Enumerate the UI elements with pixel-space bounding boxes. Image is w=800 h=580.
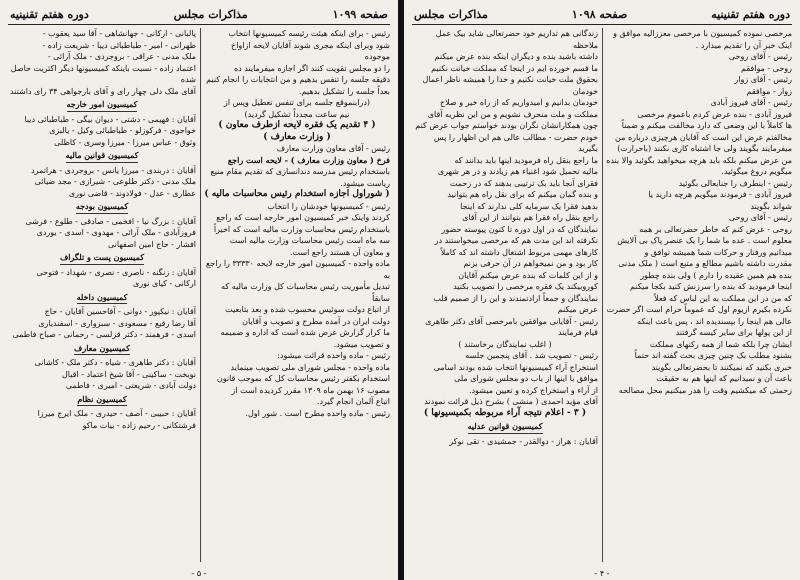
text-line: عرض میکنم xyxy=(557,305,598,314)
text-line: پالبانی - ارکانی - جهانشاهی - آقا سید یعقوب - xyxy=(42,29,196,38)
text-line: اعتماد زاده - نسبت باینکه کمیسیونها دیگر اکثریت حاصل شده xyxy=(10,63,196,84)
text-line: رئیس - ماده واحده مطرح است . شور اول. xyxy=(245,408,390,418)
text-line: از آراء و استخراج کرده و تعیین میشود. xyxy=(468,385,598,395)
section-heading: کمیسیون پست و تلگراف xyxy=(60,252,144,265)
text-line: میدانیم ورفتار و حرکات شما همیشه توافق و xyxy=(644,247,792,257)
text-line: نمایندگان که در اول دوره تا کنون پیوسته حضور xyxy=(441,224,598,234)
header-rule xyxy=(8,24,390,25)
text-line: فیروز آبادی - بنده عرض کردم باعموم مرخصی xyxy=(637,109,792,119)
session-label: دوره هفتم تقنینیه xyxy=(711,7,790,21)
text-line: مرخصی نموده کمیسیون با مرخصی معززالیه موافق و xyxy=(613,29,792,38)
text-line: عطاری - عدل - فولادوند - قاضی نوری xyxy=(68,188,196,198)
text-line: فقرای آنجا باید بک ترتیبی بدهند که در زحمت xyxy=(449,178,598,188)
text-line: طهرانی - امیر - طباطبائی دیبا - شریعت زاده - xyxy=(42,40,196,50)
text-line: من عرض میکنم بلکه باید هرچه میخواهید بگوئید والا بنده xyxy=(606,155,792,165)
text-line: نوبخت - ساکینی - آقا شیخ اعتماد - اقبال xyxy=(61,369,196,379)
text-line: استخدام بکفتر رئیس محاسبات کل که بموجب قانون xyxy=(216,374,390,383)
text-line: میفرمایند بگویند ولی جا اشتباه کاری نکنند (باحرارت) xyxy=(617,144,792,153)
text-line: و تصویب میشود. xyxy=(333,339,390,349)
text-line: فرشتکانی - رحیم زاده - بیات ماکو xyxy=(82,420,196,430)
text-line: روحی - موافقم xyxy=(741,63,792,73)
text-line: نکرده بکیرم ازیوم اول که عموماً حرام است اگر حضرت xyxy=(606,305,792,314)
text-line: موافق با اینها از باب دو مجلس شورای ملی xyxy=(454,374,598,383)
text-line: باستخدام رئیس محاسبات وزارت مالیه است که اخیراً xyxy=(213,224,390,234)
text-line: مقدرت داشته باشیم مطالع و متبع است ( ملک مدنی xyxy=(618,259,792,268)
text-line: کار بود و من نمیخواهم در آن حرفی بزنم xyxy=(463,259,598,268)
right-page-header xyxy=(414,6,790,22)
text-line: معلوم است . عده ما شما را یک عنصر پاک بی آلایش xyxy=(617,236,792,245)
text-line: دقیقه جلسه را تنفس بدهیم و من انتخابات را انجام کنیم xyxy=(206,75,390,84)
text-line: و بنده گمان میکنم که برای نقل راه هم بتوانید xyxy=(447,190,598,199)
page-footer-number: - ۴ - xyxy=(594,569,610,578)
text-line: رئیس - آقای زوار xyxy=(734,75,792,84)
text-line: مصوب ۱۶ بهمن ماه ۱۳۰۹ مقرر کردیده است از xyxy=(231,385,390,395)
text-line: راجع بنقل راه فقرا هم بتوانند از این آقای xyxy=(462,213,598,222)
text-line: فروزآبادی - ملک آرائی - مهدوی - اسدی - یوردی xyxy=(36,228,196,237)
text-line: دولت ایران در آمده مطرح و تصویب و آقایان xyxy=(242,316,390,326)
text-line: باعث آن و نمیدانیم که اینها هم به حقیقت xyxy=(656,374,792,383)
text-line: کردند واینک خبر کمیسیون امور خارجه است که راجع xyxy=(216,213,390,222)
text-line: نکرفته اند این مدت هم که مرخصی میخواستند در xyxy=(434,236,598,245)
text-line: آقای مؤید احمدی ( منشی ) بشرح ذیل قرائت نمودند xyxy=(424,397,598,406)
text-line: و معاون آن هستند راجع است. xyxy=(290,247,390,257)
text-line: اسدی - فرهمند - دکتر قزلسی - رحمانی - صباح فاطمی xyxy=(12,330,196,339)
session-label: دوره هفتم تقنینیه xyxy=(10,7,89,21)
text-line: مالیه تحمیل شود اغنیاء هم زیادند و در هر شهری xyxy=(437,167,598,176)
text-line: ارکانی - کیای نوری xyxy=(133,279,196,288)
text-line: رئیس - تصویب شد . آقای پنجمین جلسه xyxy=(465,351,598,360)
right-page-column-2 xyxy=(606,28,792,564)
text-line: رئیس - آقای روحی xyxy=(728,52,792,61)
text-line: را دو مجلس تقویت کنند اگر اجازه میفرمایند ده xyxy=(233,63,390,73)
text-line: روحی - عرض کنم که خاطر حضرتعالی بر همه xyxy=(639,224,792,234)
text-line: رئیس - آقای معاون وزارت معارف xyxy=(276,144,390,153)
column-divider xyxy=(602,28,603,562)
text-line: قیام فرمایند xyxy=(558,328,598,337)
text-line: اینجا فرمودید که بنده را سرزنش کنید بکجا میکنم xyxy=(629,282,792,291)
text-line: (درابنموقع جلسه برای تنفس تعطیل وپس از xyxy=(223,98,371,107)
column-divider xyxy=(200,28,201,562)
text-line: بنده هم همین عقیده را دارم ) ولی بنده چطور xyxy=(640,270,792,280)
left-page-header xyxy=(10,6,388,22)
text-line: زحمتی که میکشیم وقت را هدر میکنیم محل مصالحه xyxy=(618,385,792,395)
header-rule xyxy=(412,24,792,25)
text-line: خودم حضرت - مطالب عالی هم این اظهار را پس بگیرید xyxy=(433,132,598,153)
text-line: آقایان : نیکپور - دوانی - آقاحسین آقایان - حاج xyxy=(44,307,196,316)
left-page xyxy=(0,0,398,580)
section-heading: کمیسیون قوانین مالیه xyxy=(66,150,139,163)
right-page xyxy=(404,0,800,580)
section-heading: کمیسیون داخله xyxy=(77,292,128,305)
text-line: آقایان : هراز - دوالقدر - جمشیدی - تقی نوکر xyxy=(449,436,598,446)
section-heading: کمیسیون نظام xyxy=(77,394,126,407)
text-line: رئیس - آقای روحی xyxy=(728,213,792,222)
text-line: رئیس - ماده واحده قرائت میشود: xyxy=(277,351,390,360)
text-line: بشنود مطلب بک چنین چیزی بحث گفته اند حتماً xyxy=(634,351,792,360)
text-line: نیم ساعت مجدداً تشکیل گردید) xyxy=(244,109,350,119)
text-line: ماده واحده - مجلس شورای ملی تصویب مینماید xyxy=(230,362,390,372)
text-line: آقایان : بزرگ نیا - افخمی - صادقی - طلوع - فرشی xyxy=(25,216,196,226)
text-line: آقایان : حبیبی - آصف - حیدری - ملک ایرج میرزا xyxy=(37,409,196,418)
text-line: ملک مدنی - دکتر طلوعی - شیرازی - مجد ضیائی xyxy=(34,177,196,186)
text-line: تبدیل مأموریت رئیس محاسبات کل وزارت مالیه که سابقاً xyxy=(221,282,390,303)
text-line: آقایان : فهیمی - دشتی - دیوان بیگی - طباطبائی دیبا xyxy=(24,114,196,124)
text-line: ما کرار گزارش عرض شده است که اداره و ضمیمه xyxy=(220,328,390,337)
text-line: فرخ ( معاون وزارت معارف ) - لایحه است راجع xyxy=(227,154,390,165)
text-line: وثوق - عباس میرزا - میرزا وسری - کاظلی xyxy=(54,137,196,147)
text-line: ماده واحده - کمیسیون امور خارجه لایحه ۳۳۳۳۰ را راجع به xyxy=(206,259,390,280)
publication-title: مذاکرات مجلس xyxy=(173,7,248,21)
section-heading: کمیسیون قوانین عدلیه xyxy=(468,421,543,434)
text-line: ما راجع بنقل راه فرمودید اینها باید بدانند که xyxy=(454,155,598,165)
text-line: ها کاملاً با این وضعی که دارد مخالفت میکنم و ضمناً xyxy=(621,121,792,130)
text-line: اینک خبر آن را تقدیم میدارد . xyxy=(695,40,792,50)
right-page-column-1 xyxy=(412,28,598,564)
section-heading: کمیسیون امور خارجه xyxy=(67,99,138,112)
publication-title: مذاکرات مجلس xyxy=(414,7,488,21)
text-line: ملک مدنی - عراقی - بروجردی - ملک آرائی - xyxy=(47,52,196,61)
text-line: مخالفتم عرض این است که آقایان هرچیزی درباره من xyxy=(615,132,792,142)
text-line: آقایان : دکتر طاهری - شیاه - دکتر ملک - کاشانی xyxy=(34,358,196,367)
text-line: رئیس - آقای فیروز آبادی xyxy=(710,98,792,107)
page-number: صفحه ۱۰۹۹ xyxy=(332,7,388,21)
text-line: مملکت و ملت منحرف نشویم و من این نظریه آقای xyxy=(427,109,598,119)
text-line: از اتباع دولت سوئیس محسوب شده و بعد بتابعیت xyxy=(225,305,390,314)
text-line: باستخدام رئیس مدرسه دندانسازی که تقدیم مقام منیع xyxy=(210,167,390,176)
text-line: خواجوی - فرکوزلو - طباطبائی وکیل - یالبزی xyxy=(49,126,196,135)
text-line: ایشان چرا بلکه شما از همه رکنهای مملکت xyxy=(649,339,792,349)
text-line: میگویم دروغ میگوئید. xyxy=(721,167,792,176)
text-line: بدهید فقرا یک سرمایه کلی ندارند که اینجا xyxy=(460,201,598,211)
text-line: ما قسم خورده ایم در اینجا که مملکت خیانت نکنیم xyxy=(431,63,598,73)
section-heading: ( ۳ - اعلام نتیجه آراء مربوطه بکمیسیونها ) xyxy=(423,407,587,418)
text-line: رئیس - کمیسیونها خودشان را انتخاب xyxy=(267,201,390,211)
section-heading: ( ۴ تقدیم یک فقره لایحه ازطرف معاون ) xyxy=(218,120,376,130)
text-line: که من در این مملکت به این لباس که فعلاً xyxy=(654,293,792,303)
section-heading: ( شوراول اجازه استخدام رئیس محاسبات مالیه ) xyxy=(204,189,390,199)
text-line: فیروز آبادی - فرمودند میگویم هرچه دارید یا xyxy=(648,190,792,199)
text-line: آقایان : زنگنه - ناصری - نصری - شهداد - فتوحی xyxy=(36,267,196,277)
text-line: آقا رضا رفیع - مسعودی - سبزواری - اسفندیاری xyxy=(38,318,196,328)
text-line: عالی هم اینجا را بپسندیده اند ، پس باعث اینکه xyxy=(637,316,792,326)
text-line: بحقوق ملت خیانت نکنیم و خدا را همیشه ناظر اعمال خودمان xyxy=(422,75,598,96)
left-page-column-2 xyxy=(8,28,196,564)
section-heading: ( وزارت معارف ) xyxy=(263,131,331,142)
text-line: خودمان بدانیم و امیدواریم که از راه خیر و صلاح xyxy=(439,98,598,107)
text-line: بعداً جلسه را تشکیل بدهیم. xyxy=(299,86,390,96)
text-line: آقایان : دربندی - میرزا یانس - بروجردی - هراتمرد xyxy=(31,165,196,175)
text-line: سه ماه است رئیس محاسبات وزارت مالیه است xyxy=(229,236,390,245)
text-line: از این پولها برای سایر کیسه گرفتند xyxy=(675,328,792,337)
text-line: رئیس - برای اینکه هیئت رئیسه کمیسیونها انتخاب xyxy=(228,29,390,38)
text-line: زوار - موافقم xyxy=(746,86,792,96)
text-line: دولت آبادی - شریعتی - امیری - فاطمی xyxy=(65,381,196,390)
text-line: و از این کلمات که بنده عرض میکنم آقایان xyxy=(458,270,598,280)
text-line: اتباع آلمان انجام گیرد. xyxy=(316,397,390,406)
text-line: استخراج آراء کمیسیونها انتخاب شده بودند اسامی xyxy=(433,362,598,372)
text-line: افشار - حاج امین اصفهانی xyxy=(108,239,196,249)
text-line: زندگانی هم تداریم خود حضرتعالی شاید بیک عمل ملاحظه xyxy=(435,29,598,50)
text-line: رئیس - اینطرف را جنابعالی بگوئید xyxy=(678,178,792,188)
section-heading: کمیسیون بودجه xyxy=(76,201,128,214)
text-line: ( اغلب نمایندگان برخاستند ) xyxy=(458,339,552,349)
page-number: صفحه ۱۰۹۸ xyxy=(571,7,628,21)
text-line: کارهای مهمی مربوط اشتغال داشته اند که کاملاً xyxy=(440,247,598,257)
text-line: چون همکارانشان نگران بودند خواستم جواب عرض کنم xyxy=(415,121,598,130)
text-line: کوروبیکند یک فقره مرخصی را تصویب بکنید xyxy=(453,282,598,291)
text-line: آقای ملک دلی چهار رای و آقای بارجواهی ۳۴ رای داشتند xyxy=(9,86,196,96)
page-footer-number: - ۵ - xyxy=(191,569,207,578)
text-line: ریاست میشود. xyxy=(340,178,390,188)
text-line: داشته باشید بنده و دیگران اینکه بنده عرض میکنم xyxy=(434,52,598,61)
left-page-column-1 xyxy=(204,28,390,564)
text-line: رئیس - آقایانی موافقین بامرخصی آقای دکتر طاهری xyxy=(425,316,598,326)
text-line: خبری بکنید که نمیکنند تا بحضرتعالی بگویند xyxy=(651,362,792,372)
text-line: شواند بگویند xyxy=(750,201,792,211)
section-heading: کمیسیون معارف xyxy=(74,343,130,356)
text-line: نمایندگان و جمعاً ارادتمندند و این را از صمیم قلب xyxy=(433,293,598,303)
text-line: شود وبرای اینکه مجری شوند آقایان لایحه ازاواخ موجوده xyxy=(231,40,390,61)
